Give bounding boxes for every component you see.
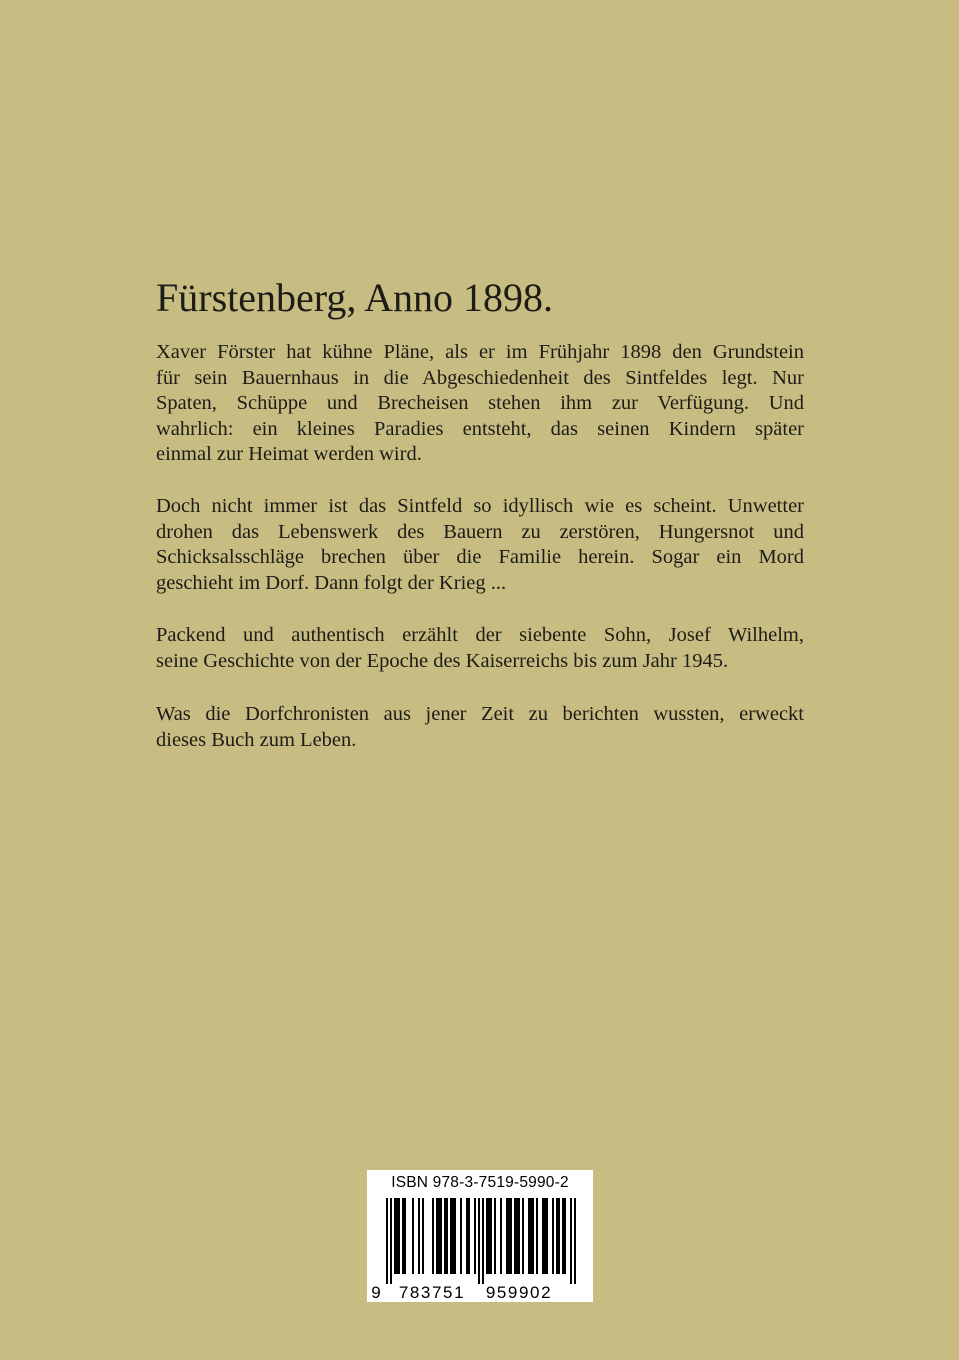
isbn-barcode — [367, 1170, 593, 1302]
barcode-bar — [450, 1198, 452, 1274]
text-line: seine Geschichte von der Epoche des Kaiserreichs bis zum Jahr 1945. — [156, 649, 729, 672]
barcode-left-digits: 783751 — [398, 1283, 466, 1302]
barcode-bar — [404, 1198, 406, 1274]
text-line: Was die Dorfchronisten aus jener Zeit zu berichten wussten, erweckt — [156, 703, 804, 725]
barcode-bar — [402, 1198, 404, 1274]
barcode-lead-digit: 9 — [371, 1283, 381, 1302]
barcode-bar — [516, 1198, 518, 1274]
book-title: Fürstenberg, Anno 1898. — [156, 275, 554, 320]
barcode-bar — [544, 1198, 546, 1274]
text-line: dieses Buch zum Leben. — [156, 728, 357, 751]
barcode-bar — [454, 1198, 456, 1274]
barcode-bar — [466, 1198, 468, 1274]
barcode-bar — [536, 1198, 538, 1274]
barcode-bar — [528, 1198, 530, 1274]
blurb-paragraph-4 — [156, 702, 804, 753]
text-line: Schicksalsschläge brechen über die Familie herein. Sogar ein Mord — [156, 546, 804, 569]
barcode-bar — [542, 1198, 544, 1274]
barcode-bar — [574, 1198, 576, 1284]
barcode-bar — [474, 1198, 476, 1274]
text-line: drohen das Lebenswerk des Bauern zu zerstören, Hungersnot und — [156, 520, 804, 543]
barcode-bar — [552, 1198, 554, 1274]
barcode-graphic — [367, 1198, 593, 1302]
text-line: einmal zur Heimat werden wird. — [156, 443, 422, 466]
barcode-bar — [444, 1198, 446, 1274]
blurb-paragraph-2 — [156, 494, 804, 596]
barcode-bar — [418, 1198, 420, 1274]
barcode-bar — [468, 1198, 470, 1274]
barcode-bars — [386, 1198, 576, 1284]
blurb-paragraph-1 — [156, 340, 804, 468]
barcode-bar — [440, 1198, 442, 1274]
barcode-bar — [452, 1198, 454, 1274]
barcode-bar — [422, 1198, 424, 1274]
barcode-bar — [522, 1198, 524, 1274]
barcode-bar — [494, 1198, 496, 1274]
barcode-bar — [396, 1198, 398, 1274]
barcode-bar — [390, 1198, 392, 1284]
barcode-bar — [488, 1198, 490, 1274]
barcode-bar — [500, 1198, 502, 1274]
barcode-bar — [508, 1198, 510, 1274]
barcode-bar — [486, 1198, 488, 1274]
barcode-bar — [394, 1198, 396, 1274]
blurb-paragraph-3 — [156, 623, 804, 674]
barcode-bar — [432, 1198, 434, 1274]
text-line: Packend und authentisch erzählt der siebente Sohn, Josef Wilhelm, — [156, 624, 804, 646]
barcode-bar — [518, 1198, 520, 1274]
barcode-bar — [490, 1198, 492, 1274]
barcode-bar — [562, 1198, 564, 1274]
barcode-bar — [570, 1198, 572, 1284]
text-line: geschieht im Dorf. Dann folgt der Krieg ... — [156, 571, 507, 594]
barcode-bar — [564, 1198, 566, 1274]
barcode-bar — [446, 1198, 448, 1274]
barcode-bar — [412, 1198, 414, 1274]
barcode-bar — [478, 1198, 480, 1284]
barcode-bar — [438, 1198, 440, 1274]
barcode-bar — [506, 1198, 508, 1274]
barcode-bar — [510, 1198, 512, 1274]
barcode-bar — [558, 1198, 560, 1274]
barcode-bar — [482, 1198, 484, 1284]
barcode-bar — [546, 1198, 548, 1274]
barcode-bar — [398, 1198, 400, 1274]
isbn-label: ISBN 978-3-7519-5990-2 — [391, 1174, 569, 1191]
barcode-bar — [436, 1198, 438, 1274]
text-line: Doch nicht immer ist das Sintfeld so idyllisch wie es scheint. Unwetter — [156, 495, 804, 517]
text-line: wahrlich: ein kleines Paradies entsteht, das seinen Kindern später — [156, 417, 804, 440]
barcode-bar — [556, 1198, 558, 1274]
text-line: Xaver Förster hat kühne Pläne, als er im Frühjahr 1898 den Grundstein — [156, 341, 804, 363]
barcode-bar — [386, 1198, 388, 1284]
text-line: für sein Bauernhaus in die Abgeschiedenheit des Sintfeldes legt. Nur — [156, 366, 804, 389]
barcode-bar — [514, 1198, 516, 1274]
barcode-bar — [530, 1198, 532, 1274]
barcode-right-digits: 959902 — [485, 1283, 553, 1302]
barcode-bar — [532, 1198, 534, 1274]
text-line: Spaten, Schüppe und Brecheisen stehen ihm zur Verfügung. Und — [156, 392, 804, 415]
barcode-bar — [460, 1198, 462, 1274]
